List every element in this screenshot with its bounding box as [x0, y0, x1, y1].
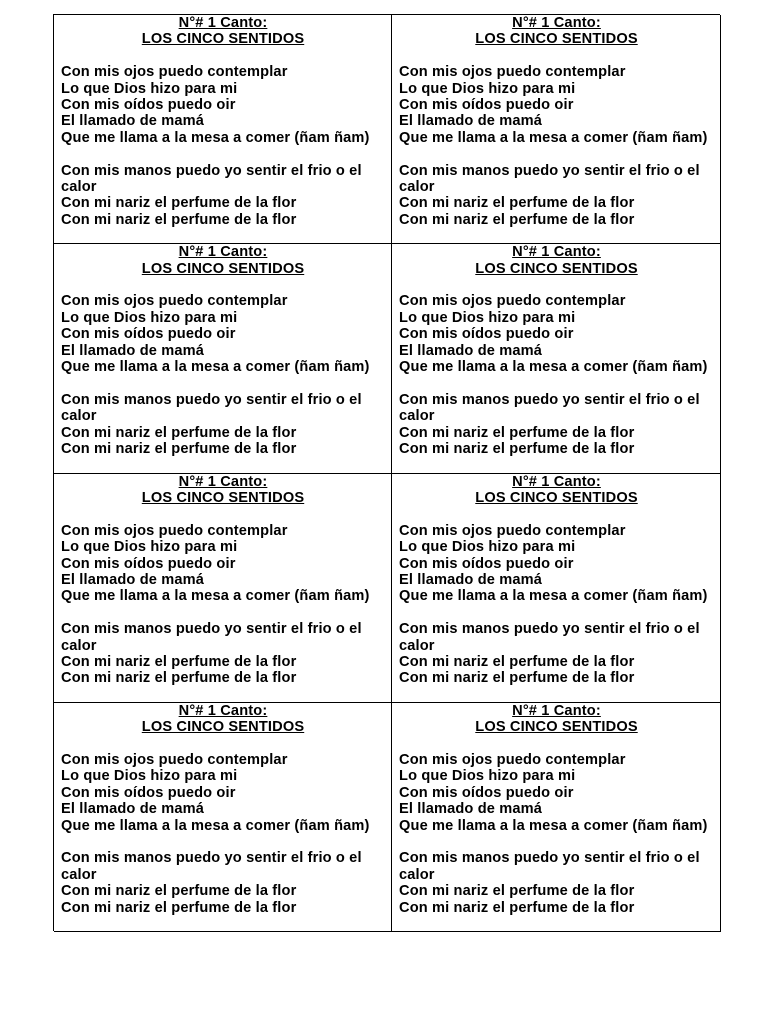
song-title: N°# 1 Canto:	[512, 702, 601, 719]
lyric-line: Con mi nariz el perfume de la flor	[61, 211, 297, 228]
song-title: N°# 1 Canto:	[512, 15, 601, 31]
song-title: N°# 1 Canto:	[512, 473, 601, 490]
lyric-line: Lo que Dios hizo para mi	[399, 309, 576, 326]
song-subtitle: LOS CINCO SENTIDOS	[141, 489, 305, 506]
lyric-line: Con mi nariz el perfume de la flor	[399, 883, 635, 900]
lyric-line: Con mi nariz el perfume de la flor	[61, 424, 297, 441]
lyric-line: Con mis ojos puedo contemplar	[61, 64, 288, 81]
lyric-line: Con mis ojos puedo contemplar	[61, 293, 288, 310]
lyric-line: Que me llama a la mesa a comer (ñam ñam)	[61, 817, 370, 834]
song-subtitle: LOS CINCO SENTIDOS	[141, 719, 305, 736]
lyric-line: Con mis oídos puedo oir	[61, 326, 236, 343]
lyric-line: El llamado de mamá	[61, 342, 205, 359]
song-subtitle: LOS CINCO SENTIDOS	[475, 719, 638, 736]
lyric-line: Que me llama a la mesa a comer (ñam ñam)	[399, 129, 708, 146]
lyric-line: Con mi nariz el perfume de la flor	[399, 653, 635, 670]
lyric-line: El llamado de mamá	[399, 113, 543, 130]
lyric-line: Con mis ojos puedo contemplar	[399, 64, 626, 81]
song-title: N°# 1 Canto:	[512, 244, 601, 261]
lyric-line: Con mi nariz el perfume de la flor	[399, 195, 635, 212]
lyric-line: Lo que Dios hizo para mi	[399, 768, 576, 785]
lyric-line: Con mi nariz el perfume de la flor	[61, 670, 297, 687]
lyric-line: Con mi nariz el perfume de la flor	[61, 883, 297, 900]
lyric-line: El llamado de mamá	[399, 571, 543, 588]
lyric-line: Con mis oídos puedo oir	[61, 97, 236, 114]
song-card-1	[54, 15, 392, 244]
song-subtitle: LOS CINCO SENTIDOS	[475, 260, 638, 277]
song-card-3	[54, 244, 392, 473]
lyric-line: Con mis oídos puedo oir	[399, 97, 574, 114]
lyric-line: Con mis ojos puedo contemplar	[399, 751, 626, 768]
lyric-line: El llamado de mamá	[61, 571, 205, 588]
lyric-line: Que me llama a la mesa a comer (ñam ñam)	[399, 588, 708, 605]
lyric-line: Con mis manos puedo yo sentir el frio o el calor	[399, 162, 700, 196]
lyric-line: Que me llama a la mesa a comer (ñam ñam)	[399, 817, 708, 834]
lyric-line: Con mis manos puedo yo sentir el frio o el calor	[399, 621, 700, 654]
lyric-line: Que me llama a la mesa a comer (ñam ñam)	[61, 588, 370, 605]
lyric-line: El llamado de mamá	[61, 113, 205, 130]
lyric-line: Con mi nariz el perfume de la flor	[61, 441, 297, 458]
song-subtitle: LOS CINCO SENTIDOS	[475, 489, 638, 506]
lyric-line: El llamado de mamá	[399, 342, 543, 359]
song-card-2	[392, 15, 721, 244]
lyric-line: Con mi nariz el perfume de la flor	[61, 899, 297, 916]
lyric-line: Con mis ojos puedo contemplar	[399, 522, 626, 539]
lyric-line: Lo que Dios hizo para mi	[399, 80, 576, 97]
lyric-line: Que me llama a la mesa a comer (ñam ñam)	[61, 359, 370, 376]
lyric-line: Que me llama a la mesa a comer (ñam ñam)	[61, 129, 370, 146]
song-subtitle: LOS CINCO SENTIDOS	[475, 31, 638, 48]
lyric-line: Lo que Dios hizo para mi	[399, 539, 576, 556]
song-title: N°# 1 Canto:	[178, 244, 268, 261]
song-card-8	[392, 703, 721, 932]
song-title: N°# 1 Canto:	[178, 15, 268, 31]
lyric-line: Lo que Dios hizo para mi	[61, 80, 238, 97]
song-card-4	[392, 244, 721, 473]
lyric-line: Con mi nariz el perfume de la flor	[399, 424, 635, 441]
song-card-7	[54, 703, 392, 932]
lyric-line: Con mis oídos puedo oir	[399, 784, 574, 801]
lyric-line: Con mis manos puedo yo sentir el frio o el calor	[399, 391, 700, 425]
lyric-line: El llamado de mamá	[61, 801, 205, 818]
lyric-line: Que me llama a la mesa a comer (ñam ñam)	[399, 359, 708, 376]
lyric-line: Con mis ojos puedo contemplar	[399, 293, 626, 310]
lyric-line: Lo que Dios hizo para mi	[61, 539, 238, 556]
lyric-line: Con mis manos puedo yo sentir el frio o el calor	[61, 621, 362, 654]
lyric-line: Lo que Dios hizo para mi	[61, 309, 238, 326]
lyric-line: Con mis manos puedo yo sentir el frio o el calor	[399, 850, 700, 883]
song-card-5	[54, 474, 392, 703]
lyric-line: Con mis manos puedo yo sentir el frio o el calor	[61, 850, 362, 883]
lyric-line: Lo que Dios hizo para mi	[61, 768, 238, 785]
song-title: N°# 1 Canto:	[178, 473, 268, 490]
lyric-line: Con mis oídos puedo oir	[399, 326, 574, 343]
song-subtitle: LOS CINCO SENTIDOS	[141, 31, 305, 48]
lyric-line: Con mi nariz el perfume de la flor	[399, 211, 635, 228]
lyric-line: Con mi nariz el perfume de la flor	[61, 195, 297, 212]
lyric-line: Con mi nariz el perfume de la flor	[399, 441, 635, 458]
lyric-line: Con mis ojos puedo contemplar	[61, 522, 288, 539]
lyric-line: Con mis ojos puedo contemplar	[61, 751, 288, 768]
lyric-line: El llamado de mamá	[399, 801, 543, 818]
lyric-line: Con mis oídos puedo oir	[61, 555, 236, 572]
lyric-line: Con mis manos puedo yo sentir el frio o el calor	[61, 391, 362, 425]
lyric-line: Con mi nariz el perfume de la flor	[61, 653, 297, 670]
lyric-line: Con mis manos puedo yo sentir el frio o el calor	[61, 162, 362, 196]
lyric-line: Con mi nariz el perfume de la flor	[399, 899, 635, 916]
song-subtitle: LOS CINCO SENTIDOS	[141, 260, 305, 277]
lyric-line: Con mi nariz el perfume de la flor	[399, 670, 635, 687]
song-title: N°# 1 Canto:	[178, 702, 268, 719]
song-card-6	[392, 474, 721, 703]
lyric-line: Con mis oídos puedo oir	[399, 555, 574, 572]
lyric-line: Con mis oídos puedo oir	[61, 784, 236, 801]
song-sheet-grid	[53, 14, 720, 931]
